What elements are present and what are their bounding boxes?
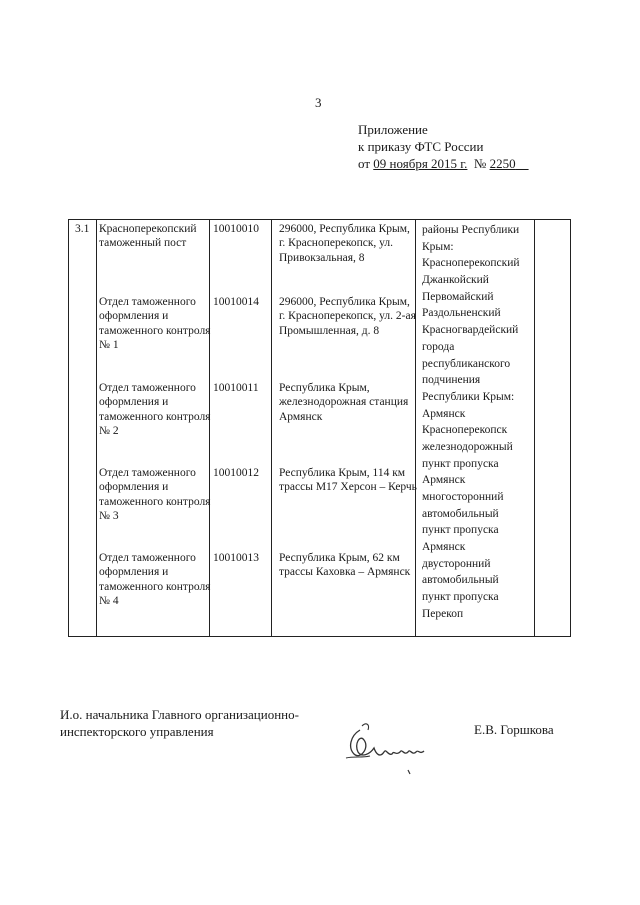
post-name: Отдел таможенного оформления и таможенного контроля № 2 — [99, 382, 211, 438]
post-code: 10010010 — [213, 223, 259, 235]
jurisdiction-area — [422, 222, 532, 623]
area-line: города — [422, 340, 455, 353]
post-name: Красноперекопский таможенный пост — [99, 223, 197, 250]
area-line: Первомайский — [422, 290, 494, 303]
area-line: Перекоп — [422, 607, 464, 620]
area-line: пункт пропуска — [422, 591, 499, 604]
area-line: Республики Крым: — [422, 390, 515, 403]
post-address: 296000, Республика Крым, г. Красноперекопск, ул. Привокзальная, 8 — [279, 223, 410, 264]
area-line: Джанкойский — [422, 274, 489, 287]
area-line: автомобильный — [422, 574, 499, 587]
order-number: 2250 — [489, 156, 516, 171]
post-code: 10010013 — [213, 552, 259, 564]
order-number-sign: № — [473, 156, 487, 171]
handwritten-signature — [340, 718, 450, 778]
area-line: многосторонний — [422, 491, 504, 503]
signatory-position — [60, 706, 299, 740]
appendix-order-ref: к приказу ФТС России — [358, 139, 484, 154]
post-address: Республика Крым, железнодорожная станция Армянск — [279, 382, 409, 423]
area-line: Красноперекопский — [422, 257, 520, 270]
post-address: Республика Крым, 62 км трассы Каховка – Армянск — [279, 552, 411, 579]
area-line: республиканского — [422, 357, 511, 370]
area-line: Армянск — [422, 541, 466, 554]
area-line: Красноперекопск — [422, 424, 508, 437]
column-divider — [271, 220, 272, 636]
area-line: автомобильный — [422, 507, 499, 520]
area-line: пункт пропуска — [422, 457, 499, 470]
signer-name: Е.В. Горшкова — [474, 722, 554, 737]
appendix-order-line — [358, 155, 529, 172]
area-line: Армянск — [422, 474, 466, 487]
area-line: подчинения — [422, 374, 481, 387]
area-line: Раздольненский — [422, 307, 501, 320]
area-line: Крым: — [422, 240, 454, 253]
column-divider — [96, 220, 97, 636]
page-number: 3 — [315, 95, 322, 110]
post-code: 10010011 — [213, 382, 259, 394]
order-date-prefix: от — [358, 156, 371, 171]
post-code: 10010012 — [213, 467, 259, 479]
position-line: инспекторского управления — [60, 724, 214, 739]
post-address: Республика Крым, 114 км трассы М17 Херсон – Керчь — [279, 467, 417, 494]
area-line: двусторонний — [422, 557, 491, 570]
position-line: И.о. начальника Главного организационно- — [60, 707, 299, 722]
area-line: Красногвардейский — [422, 324, 519, 337]
area-line: Армянск — [422, 407, 466, 420]
order-date: 09 ноября 2015 г. — [373, 156, 468, 171]
customs-posts-table — [68, 219, 571, 637]
post-code: 10010014 — [213, 296, 259, 308]
post-name: Отдел таможенного оформления и таможенного контроля № 1 — [99, 296, 211, 352]
row-number: 3.1 — [75, 223, 90, 235]
appendix-title: Приложение — [358, 122, 428, 137]
appendix-header — [358, 121, 529, 172]
post-address: 296000, Республика Крым, г. Красноперекопск, ул. 2-ая Промышленная, д. 8 — [279, 296, 416, 337]
area-line: железнодорожный — [422, 440, 513, 453]
area-line: районы Республики — [422, 224, 520, 236]
column-divider — [534, 220, 535, 636]
area-line: пункт пропуска — [422, 524, 499, 537]
post-name: Отдел таможенного оформления и таможенного контроля № 4 — [99, 552, 211, 608]
post-name: Отдел таможенного оформления и таможенного контроля № 3 — [99, 467, 211, 523]
